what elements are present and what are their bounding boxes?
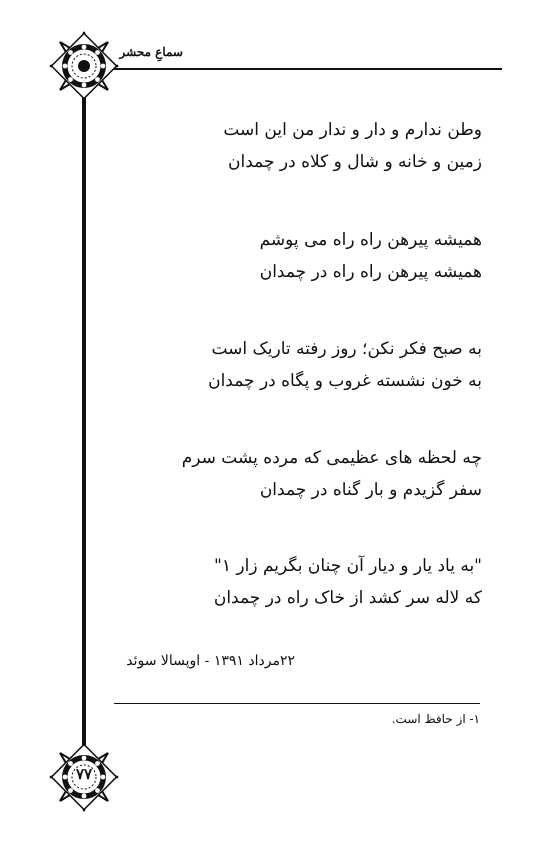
page-number: ۷۷	[75, 765, 93, 783]
running-header-title: سماعِ محشر	[119, 45, 183, 59]
top-rosette-ornament	[48, 30, 120, 102]
date-place-line: ۲۲مرداد ۱۳۹۱ - اوپسالا سوئد	[126, 653, 295, 669]
stanza-1	[223, 114, 482, 178]
verse-line: سفر گزیدم و بار گناه در چمدان	[259, 480, 482, 500]
verse-line: "به یاد یار و دیار آن چنان بگریم زار ۱"	[214, 556, 482, 576]
margin-rule	[82, 75, 86, 765]
header-rule	[110, 68, 502, 70]
stanza-3	[208, 333, 482, 397]
verse-line: همیشه پیرهن راه راه در چمدان	[259, 262, 482, 282]
verse-line: به خون نشسته غروب و پگاه در چمدان	[208, 371, 482, 391]
verse-line: زمین و خانه و شال و کلاه در چمدان	[228, 152, 482, 172]
verse-line: وطن ندارم و دار و ندار من این است	[223, 120, 482, 140]
footnote-rule	[114, 703, 480, 704]
stanza-5	[214, 550, 482, 614]
verse-line: که لاله سر کشد از خاک راه در چمدان	[213, 588, 482, 608]
footnote: ۱- از حافظ است.	[391, 712, 480, 726]
stanza-4	[182, 442, 482, 506]
verse-line: همیشه پیرهن راه راه می پوشم	[259, 230, 482, 250]
stanza-2	[260, 224, 482, 288]
verse-line: چه لحظه های عظیمی که مرده پشت سرم	[181, 448, 482, 468]
verse-line: به صبح فکر نکن؛ روز رفته تاریک است	[211, 339, 482, 359]
